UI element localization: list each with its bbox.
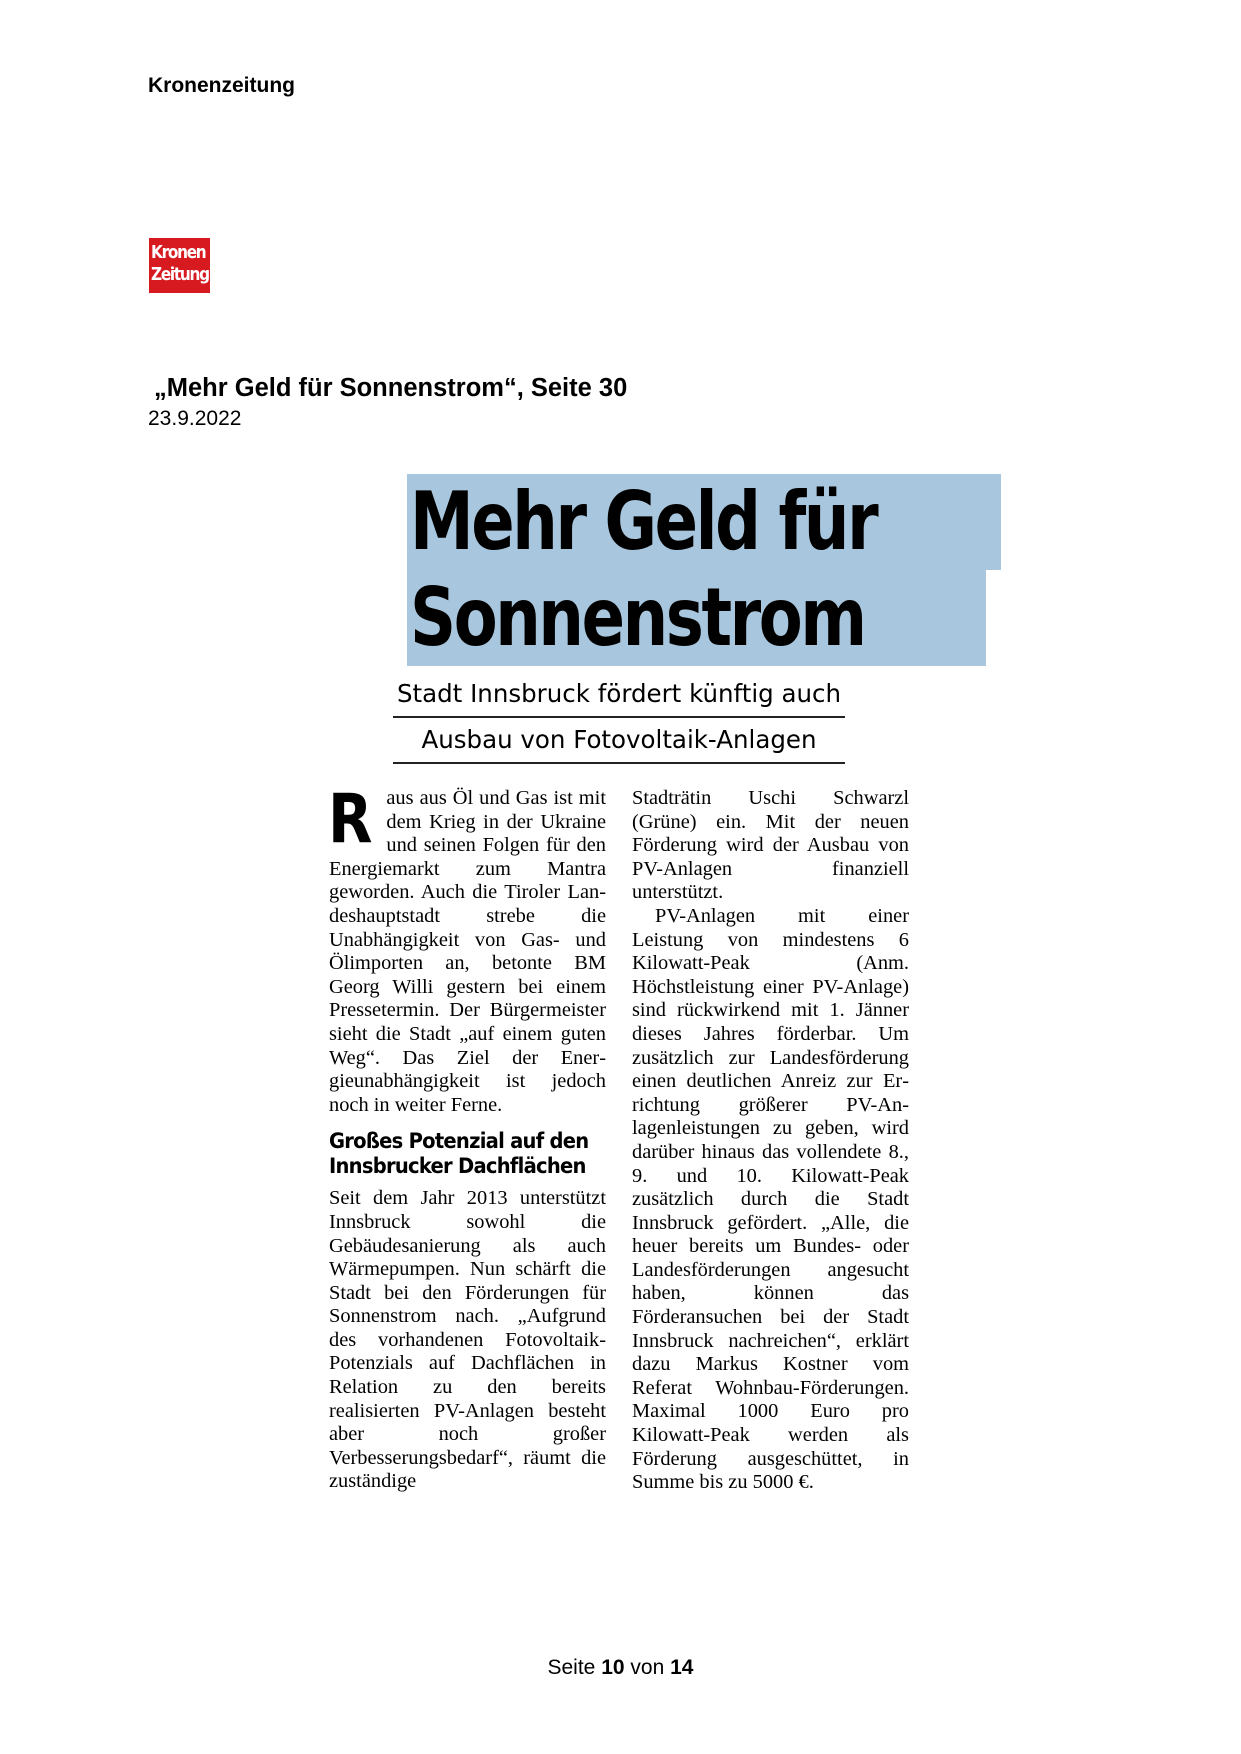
page-label: Seite [547,1656,596,1679]
body-paragraph: PV-Anlagen mit einer Leistung von mindestens 6 Kilowatt-Peak (Anm. Höchstleistung einer PV-Anlage) sind rückwirkend mit 1. Jänner dieses Jahres förderbar. Um zusätzlich zur Landesförderung einen deutlichen Anreiz zur Errichtung größerer PV-Anlagenleistungen zu geben, wird darüber hinaus das vollendete 8., 9. und 10. Kilowatt-Peak zusätzlich durch die Stadt Innsbruck gefördert. „Alle, die heuer bereits um Bundes- oder Landesförderungen angesucht haben, können das Förderansuchen bei der Stadt Innsbruck nachreichen“, erklärt dazu Markus Kostner vom Referat Wohnbau-Förderungen. Maximal 1000 Euro pro Kilowatt-Peak werden als Förderung ausgeschüttet, in Summe bis zu 5000 €. [632,904,909,1494]
subhead-line-1: Stadt Innsbruck fördert künftig auch [393,674,845,718]
body-paragraph: Seit dem Jahr 2013 unterstützt Innsbruck sowohl die Gebäudesanierung als auch Wärmepumpen. Nun schärft die Stadt bei den Förderungen für Sonnenstrom nach. „Aufgrund des vorhandenen Fotovoltaik-Potenzials auf Dachflächen in Relation zu den bereits realisierten PV-Anlagen besteht aber noch großer Verbesserungsbedarf“, räumt die zuständige [329,1187,606,1493]
intro-text: aus aus Öl und Gas ist mit dem Krieg in der Ukraine und seinen Folgen für den Energiemarkt zum Mantra geworden. Auch die Tiroler Landeshauptstadt strebe die Unabhängigkeit von Gas- und Ölimporten an, betonte BM Georg Willi gestern bei einem Pressetermin. Der Bürgermeister sieht die Stadt „auf einem guten Weg“. Das Ziel der Energieunabhängigkeit ist jedoch noch in weiter Ferne. [329,787,606,1116]
page-separator: von [630,1656,665,1679]
subhead-line-2: Ausbau von Fotovoltaik-Anlagen [393,720,845,764]
body-paragraph: Stadträtin Uschi Schwarzl (Grüne) ein. Mit der neuen Förderung wird der Ausbau von PV-Anlagen finanziell unterstützt. [632,787,909,904]
page-footer [0,1656,1241,1680]
subheading-line-1: Großes Potenzial auf den [329,1129,589,1154]
article-column-left [328,780,606,1494]
kronen-zeitung-logo [149,238,210,293]
intro-paragraph [328,780,606,1117]
headline-line-2: Sonnenstrom [410,571,865,664]
current-page-number: 10 [601,1656,625,1679]
drop-cap: R [328,780,373,859]
logo-line-1: Kronen [151,242,206,263]
document-title: „Mehr Geld für Sonnenstrom“, Seite 30 [154,374,628,402]
document-date: 23.9.2022 [148,407,242,430]
article-column-right [632,787,909,1495]
headline-line-1: Mehr Geld für [410,475,877,568]
publication-name: Kronenzeitung [148,74,295,97]
total-page-count: 14 [670,1656,694,1679]
logo-line-2: Zeitung [151,264,209,285]
subheading-line-2: Innsbrucker Dachflächen [329,1154,586,1179]
article-headline [407,474,1001,666]
section-subheading [329,1129,587,1179]
article-subheadline [393,674,845,764]
